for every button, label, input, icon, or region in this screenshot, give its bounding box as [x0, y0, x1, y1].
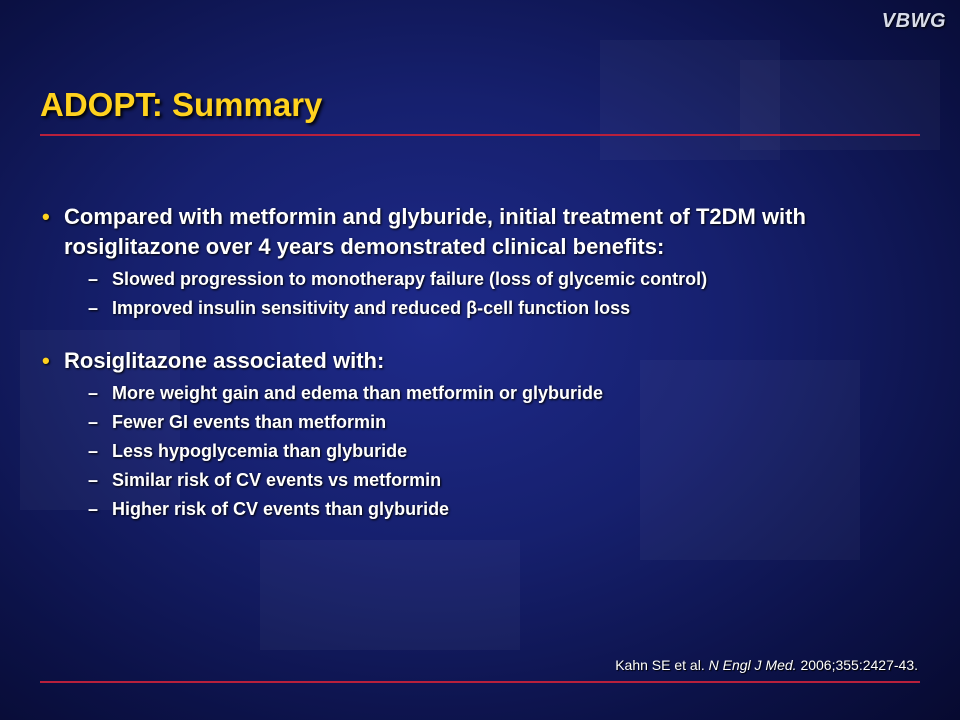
citation-details: 2006;355:2427-43.	[800, 657, 918, 673]
dash-marker: –	[88, 441, 99, 461]
slide-title: ADOPT: Summary	[40, 86, 323, 123]
sub-bullet-text: Improved insulin sensitivity and reduced β-cell function loss	[112, 298, 631, 318]
slide-content	[40, 202, 925, 524]
title-divider	[40, 134, 920, 136]
citation-journal: N Engl J Med.	[708, 657, 797, 673]
sub-bullet-text: Less hypoglycemia than glyburide	[112, 441, 408, 461]
dash-marker: –	[88, 499, 99, 519]
citation	[615, 657, 918, 673]
sub-bullet-text: Slowed progression to monotherapy failure (loss of glycemic control)	[112, 269, 708, 289]
sub-bullet	[64, 294, 925, 323]
sub-bullet	[64, 408, 925, 437]
sub-bullet-text: Fewer GI events than metformin	[112, 412, 387, 432]
sub-bullet	[64, 265, 925, 294]
dash-marker: –	[88, 298, 99, 318]
sub-bullet	[64, 379, 925, 408]
bullet-text: Compared with metformin and glyburide, initial treatment of T2DM with rosiglitazone over 4 years demonstrated clinical benefits:	[64, 204, 806, 259]
bg-shape	[740, 60, 940, 150]
bg-shape	[260, 540, 520, 650]
footer-divider	[40, 681, 920, 683]
bullet-text: Rosiglitazone associated with:	[64, 348, 385, 373]
dash-marker: –	[88, 470, 99, 490]
vbwg-logo: VBWG	[881, 10, 946, 32]
citation-authors: Kahn SE et al.	[615, 657, 705, 673]
sub-bullet	[64, 466, 925, 495]
dash-marker: –	[88, 412, 99, 432]
spacer	[40, 323, 925, 346]
sub-bullet	[64, 495, 925, 524]
sub-bullet	[64, 437, 925, 466]
dash-marker: –	[88, 383, 99, 403]
sub-bullet-text: More weight gain and edema than metformin or glyburide	[112, 383, 604, 403]
sub-bullet-list	[64, 265, 925, 323]
sub-bullet-text: Higher risk of CV events than glyburide	[112, 499, 450, 519]
dash-marker: –	[88, 269, 99, 289]
sub-bullet-list	[64, 379, 925, 524]
sub-bullet-text: Similar risk of CV events vs metformin	[112, 470, 442, 490]
bullet-comparison	[40, 202, 925, 323]
bullet-rosiglitazone	[40, 346, 925, 524]
